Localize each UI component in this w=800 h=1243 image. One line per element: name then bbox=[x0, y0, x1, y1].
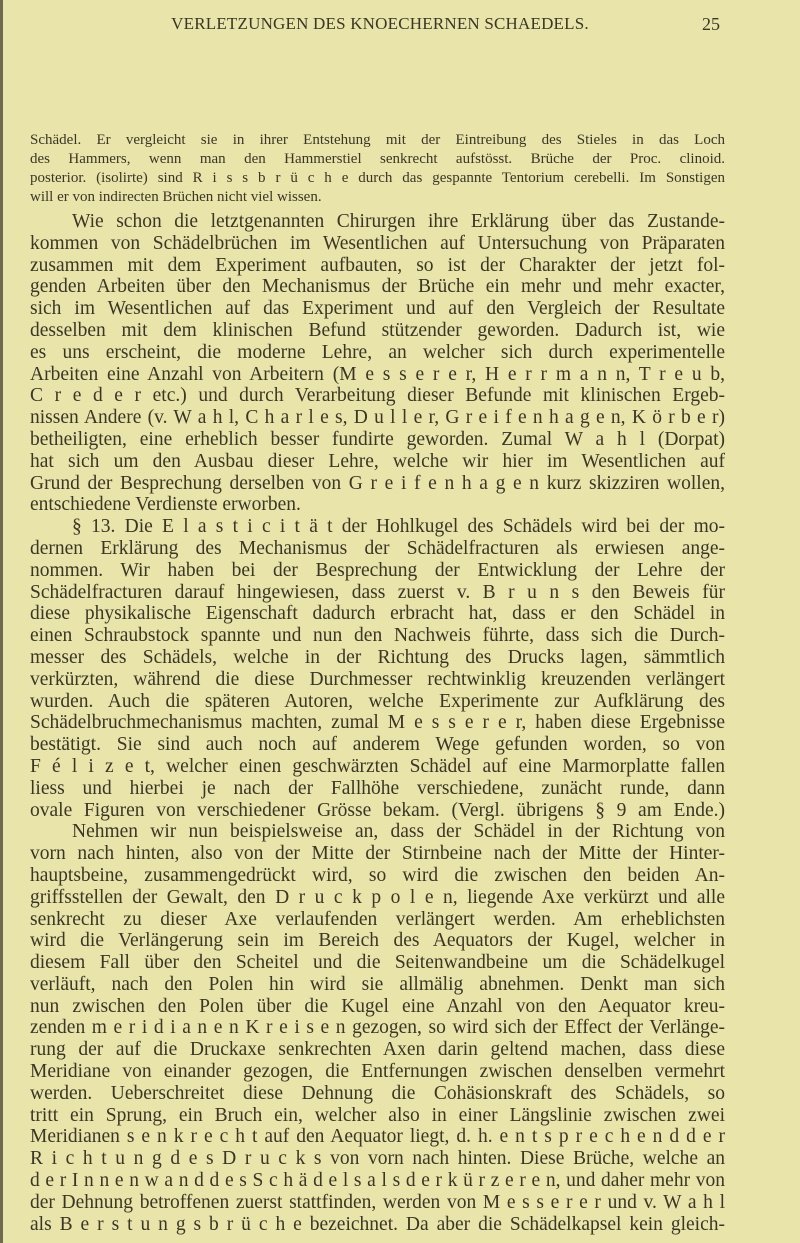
text-line: § 13. Die E l a s t i c i t ä t der Hohlkugel des Schädels wird bei der mo- bbox=[72, 516, 725, 538]
text-line: nommen. Wir haben bei der Besprechung der Entwicklung der Lehre der bbox=[30, 559, 725, 581]
text-line: desselben mit dem klinischen Befund stützender geworden. Dadurch ist, wie bbox=[30, 319, 725, 341]
text-line: der Dehnung betroffenen zuerst stattfinden, werden von M e s s e r e r und v. W a h l bbox=[30, 1191, 725, 1213]
paragraph bbox=[30, 821, 725, 1235]
paragraph bbox=[30, 211, 725, 516]
body-text bbox=[30, 211, 725, 1235]
text-line: tritt ein Sprung, ein Bruch ein, welcher also in einer Längslinie zwischen zwei bbox=[30, 1104, 725, 1126]
text-line: Schädelfracturen darauf hingewiesen, dass zuerst v. B r u n s den Beweis für bbox=[30, 581, 725, 603]
text-line: kommen von Schädelbrüchen im Wesentlichen auf Untersuchung von Präparaten bbox=[30, 232, 725, 254]
text-line: diese physikalische Eigenschaft dadurch erbracht hat, dass er den Schädel in bbox=[30, 603, 725, 625]
text-line: Wie schon die letztgenannten Chirurgen ihre Erklärung über das Zustande- bbox=[72, 211, 725, 232]
text-line: rung der auf die Druckaxe senkrechten Axen darin geltend machen, dass diese bbox=[30, 1039, 725, 1061]
text-line: wurden. Auch die späteren Autoren, welche Experimente zur Aufklärung des bbox=[30, 690, 725, 712]
footnote-paragraph bbox=[30, 131, 725, 207]
text-line: zenden m e r i d i a n e n K r e i s e n gezogen, so wird sich der Effect der Verlänge- bbox=[30, 1017, 725, 1039]
text-line: Meridiane von einander gezogen, die Entfernungen zwischen denselben vermehrt bbox=[30, 1061, 725, 1083]
text-line: Schädel. Er vergleicht sie in ihrer Entstehung mit der Eintreibung des Stieles in das Loch bbox=[30, 132, 725, 148]
text-line: Schädelbruchmechanismus machten, zumal M e s s e r e r, haben diese Ergebnisse bbox=[30, 712, 725, 734]
text-line: Grund der Besprechung derselben von G r e i f e n h a g e n kurz skizziren wollen, bbox=[30, 472, 725, 494]
text-line: des Hammers, wenn man den Hammerstiel senkrecht aufstösst. Brüche der Proc. clinoid. bbox=[30, 151, 725, 167]
running-title: VERLETZUNGEN DES KNOECHERNEN SCHAEDELS. bbox=[171, 14, 589, 33]
page-number: 25 bbox=[702, 14, 720, 34]
text-line: hat sich um den Ausbau dieser Lehre, welche wir hier im Wesentlichen auf bbox=[30, 450, 725, 472]
text-line: dernen Erklärung des Mechanismus der Schädelfracturen als erwiesen ange- bbox=[30, 537, 725, 559]
text-line: es uns erscheint, die moderne Lehre, an welcher sich durch experimentelle bbox=[30, 341, 725, 363]
text-line: verläuft, nach den Polen hin wird sie allmälig abnehmen. Denkt man sich bbox=[30, 973, 725, 995]
text-line: bestätigt. Sie sind auch noch auf anderem Wege gefunden worden, so von bbox=[30, 734, 725, 756]
text-line: C r e d e r etc.) und durch Verarbeitung dieser Befunde mit klinischen Ergeb- bbox=[30, 385, 725, 407]
text-line: als B e r s t u n g s b r ü c h e bezeichnet. Da aber die Schädelkapsel kein gleich- bbox=[30, 1213, 725, 1235]
page-edge bbox=[0, 0, 3, 1243]
page-header bbox=[0, 14, 800, 38]
text-line: Arbeiten eine Anzahl von Arbeitern (M e s s e r e r, H e r r m a n n, T r e u b, bbox=[30, 363, 725, 385]
text-line: R i c h t u n g d e s D r u c k s von vorn nach hinten. Diese Brüche, welche an bbox=[30, 1148, 725, 1170]
text-line: posterior. (isolirte) sind R i s s b r ü c h e durch das gespannte Tentorium cerebelli. Im Sonstigen bbox=[30, 170, 725, 186]
text-line: Nehmen wir nun beispielsweise an, dass der Schädel in der Richtung von bbox=[72, 821, 725, 843]
text-line: senkrecht zu dieser Axe verlaufenden verlängert werden. Am erheblichsten bbox=[30, 908, 725, 930]
text-line: vorn nach hinten, also von der Mitte der Stirnbeine nach der Mitte der Hinter- bbox=[30, 843, 725, 865]
text-line: zusammen mit dem Experiment aufbauten, so ist der Charakter der jetzt fol- bbox=[30, 254, 725, 276]
text-line: verkürzten, während die diese Durchmesser rechtwinklig kreuzenden verlängert bbox=[30, 668, 725, 690]
text-line: will er von indirecten Brüchen nicht viel wissen. bbox=[30, 189, 322, 205]
text-line: Meridianen s e n k r e c h t auf den Aequator liegt, d. h. e n t s p r e c h e n d d e r bbox=[30, 1126, 725, 1148]
paragraph bbox=[30, 516, 725, 821]
text-line: d e r I n n e n w a n d d e s S c h ä d e l s a l s d e r k ü r z e r e n, und daher mehr von bbox=[30, 1170, 725, 1192]
text-line: genden Arbeiten über den Mechanismus der Brüche ein mehr und mehr exacter, bbox=[30, 276, 725, 298]
text-line: messer des Schädels, welche in der Richtung des Drucks lagen, sämmtlich bbox=[30, 646, 725, 668]
text-line: betheiligten, eine erheblich besser fundirte geworden. Zumal W a h l (Dorpat) bbox=[30, 428, 725, 450]
text-line: diesem Fall über den Scheitel und die Seitenwandbeine um die Schädelkugel bbox=[30, 952, 725, 974]
text-line: ovale Figuren von verschiedener Grösse bekam. (Vergl. übrigens § 9 am Ende.) bbox=[30, 799, 725, 821]
text-line: entschiedene Verdienste erworben. bbox=[30, 494, 301, 516]
text-line: sich im Wesentlichen auf das Experiment und auf den Vergleich der Resultate bbox=[30, 298, 725, 320]
text-line: nun zwischen den Polen über die Kugel eine Anzahl von den Aequator kreu- bbox=[30, 995, 725, 1017]
text-line: nissen Andere (v. W a h l, C h a r l e s, D u l l e r, G r e i f e n h a g e n, K ö r b e r) bbox=[30, 407, 725, 429]
text-line: werden. Ueberschreitet diese Dehnung die Cohäsionskraft des Schädels, so bbox=[30, 1082, 725, 1104]
text-line: einen Schraubstock spannte und nun den Nachweis führte, dass sich die Durch- bbox=[30, 625, 725, 647]
text-line: wird die Verlängerung sein im Bereich des Aequators der Kugel, welcher in bbox=[30, 930, 725, 952]
text-line: liess und hierbei je nach der Fallhöhe verschiedene, zunächt runde, dann bbox=[30, 777, 725, 799]
text-line: hauptsbeine, zusammengedrückt wird, so wird die zwischen den beiden An- bbox=[30, 864, 725, 886]
text-line: F é l i z e t, welcher einen geschwärzten Schädel auf eine Marmorplatte fallen bbox=[30, 755, 725, 777]
text-line: griffsstellen der Gewalt, den D r u c k p o l e n, liegende Axe verkürzt und alle bbox=[30, 886, 725, 908]
